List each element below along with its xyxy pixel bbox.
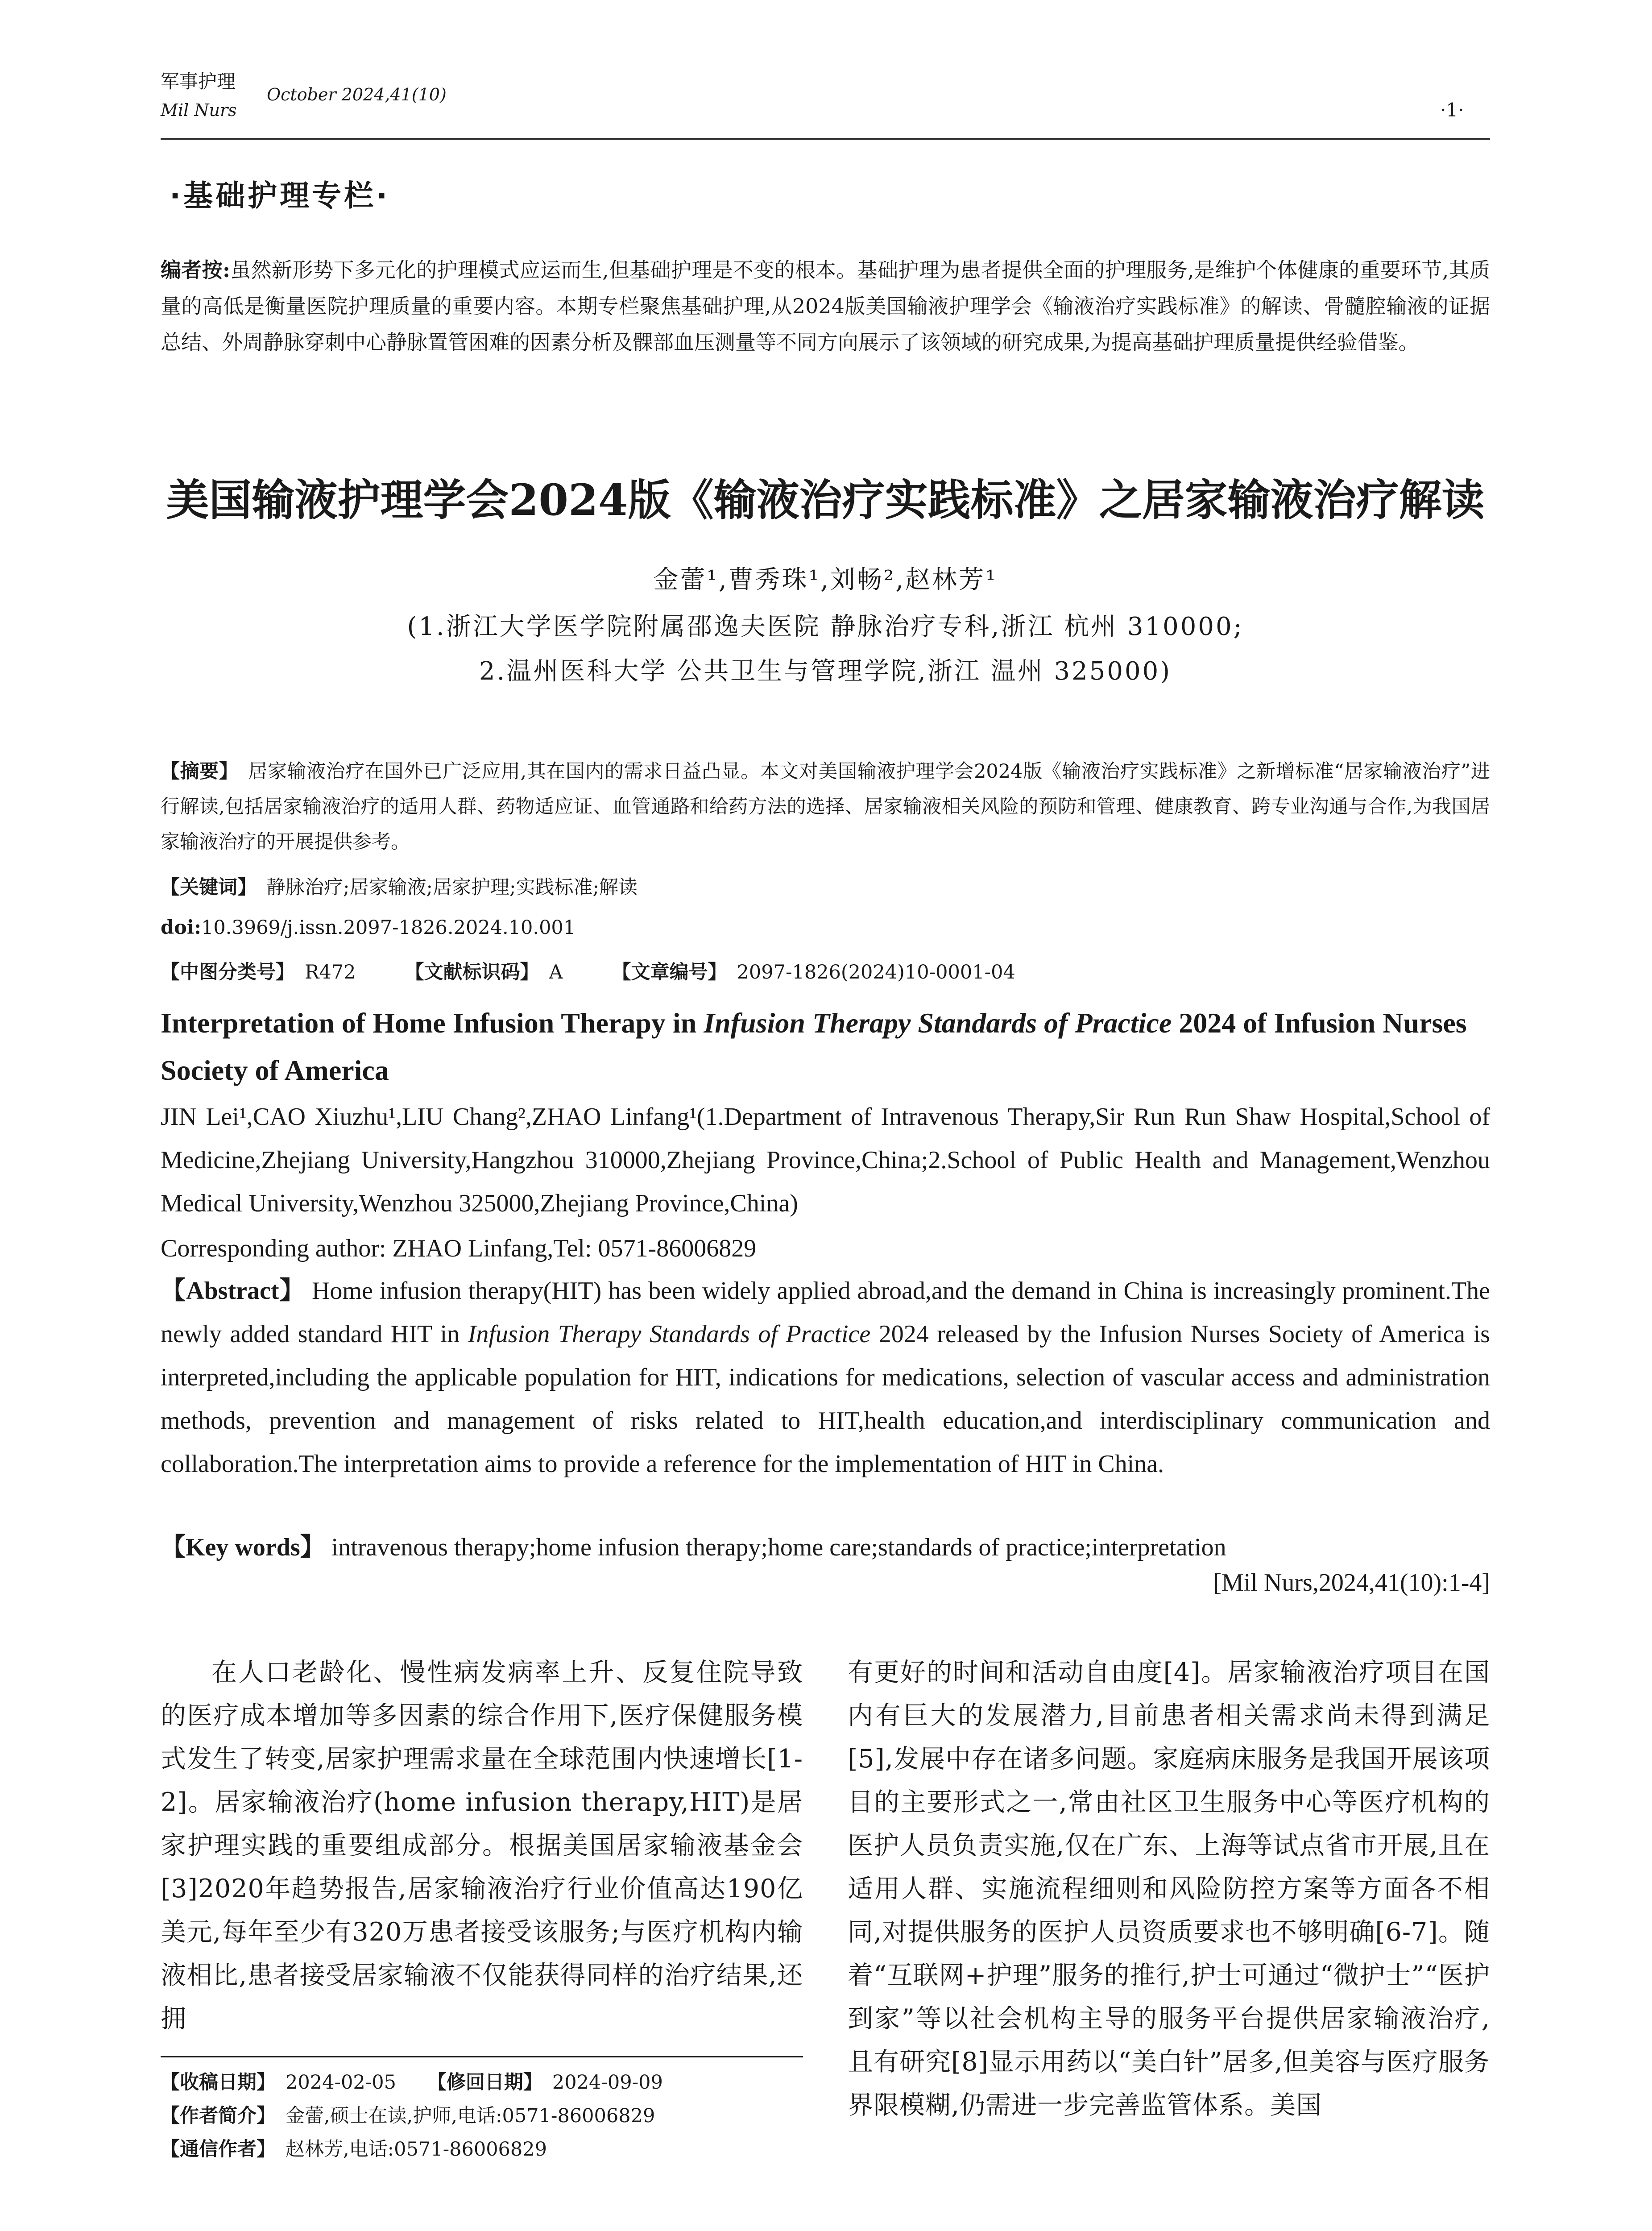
header-rule bbox=[161, 138, 1490, 140]
article-title-en bbox=[161, 999, 1490, 1094]
article-no-label: 【文章编号】 bbox=[612, 961, 727, 983]
keywords-en-label: 【Key words】 bbox=[161, 1534, 325, 1561]
abstract-en-text-1: Home infusion therapy(HIT) has been widely applied abroad,and the demand in China is increasingly prominent.The newly added standard HIT in bbox=[161, 1277, 1491, 1348]
column-title: ·基础护理专栏· bbox=[170, 178, 390, 213]
editor-note-text: 虽然新形势下多元化的护理模式应运而生,但基础护理是不变的根本。基础护理为患者提供全面的护理服务,是维护个体健康的重要环节,其质量的高低是衡量医院护理质量的重要内容。本期专栏聚焦基础护理,从2024版美国输液护理学会《输液治疗实践标准》的解读、骨髓腔输液的证据总结、外周静脉穿刺中心静脉置管困难的因素分析及髁部血压测量等不同方向展示了该领域的研究成果,为提高基础护理质量提供经验借鉴。 bbox=[161, 258, 1490, 354]
title-en-part1: Interpretation of Home Infusion Therapy in bbox=[161, 1007, 704, 1039]
corresponding-author: Corresponding author: ZHAO Linfang,Tel: 0571-86006829 bbox=[161, 1235, 757, 1262]
abstract-en-italic: Infusion Therapy Standards of Practice bbox=[468, 1320, 871, 1348]
affiliation-1: (1.浙江大学医学院附属邵逸夫医院 静脉治疗专科,浙江 杭州 310000; bbox=[407, 612, 1244, 641]
abstract-cn-text: 居家输液治疗在国外已广泛应用,其在国内的需求日益凸显。本文对美国输液护理学会2024版《输液治疗实践标准》之新增标准“居家输液治疗”进行解读,包括居家输液治疗的适用人群、药物适应证、血管通路和给药方法的选择、居家输液相关风险的预防和管理、健康教育、跨专业沟通与合作,为我国居家输液治疗的开展提供参考。 bbox=[161, 760, 1490, 853]
title-en-italic: Infusion Therapy Standards of Practice bbox=[704, 1007, 1172, 1039]
doc-value: A bbox=[549, 961, 563, 983]
article-no-value: 2097-1826(2024)10-0001-04 bbox=[737, 961, 1015, 983]
keywords-cn bbox=[161, 870, 1490, 905]
keywords-cn-text: 静脉治疗;居家输液;居家护理;实践标准;解读 bbox=[266, 876, 638, 899]
footnote-author bbox=[161, 2099, 803, 2133]
journal-name-cn: 军事护理 bbox=[161, 70, 236, 92]
author-info-label: 【作者简介】 bbox=[161, 2105, 276, 2127]
clc-label: 【中图分类号】 bbox=[161, 961, 295, 983]
body-column-right: 有更好的时间和活动自由度[4]。居家输液治疗项目在国内有巨大的发展潜力,目前患者相关需求尚未得到满足[5],发展中存在诸多问题。家庭病床服务是我国开展该项目的主要形式之一,常由社区卫生服务中心等医疗机构的医护人员负责实施,仅在广东、上海等试点省市开展,且在适用人群、实施流程细则和风险防控方案等方面各不相同,对提供服务的医护人员资质要求也不够明确[6-7]。随着“互联网+护理”服务的推行,护士可通过“微护士”“医护到家”等以社会机构主导的服务平台提供居家输液治疗,且有研究[8]显示用药以“美白针”居多,但美容与医疗服务界限模糊,仍需进一步完善监管体系。美国 bbox=[848, 1658, 1490, 2120]
doi-value: 10.3969/j.issn.2097-1826.2024.10.001 bbox=[201, 916, 576, 939]
article-title-cn: 美国输液护理学会2024版《输液治疗实践标准》之居家输液治疗解读 bbox=[166, 475, 1485, 525]
abstract-cn bbox=[161, 754, 1490, 860]
doi-label: doi: bbox=[161, 916, 201, 939]
doi-line bbox=[161, 910, 1490, 945]
keywords-cn-label: 【关键词】 bbox=[161, 876, 257, 899]
author-info: 金蕾,硕士在读,护师,电话:0571-86006829 bbox=[286, 2105, 655, 2127]
abstract-en bbox=[161, 1269, 1490, 1486]
classification-line bbox=[161, 955, 1490, 990]
abstract-cn-label: 【摘要】 bbox=[161, 760, 239, 783]
revised-label: 【修回日期】 bbox=[427, 2071, 542, 2094]
footnote-rule bbox=[161, 2056, 803, 2057]
revised-date: 2024-09-09 bbox=[552, 2071, 663, 2094]
citation: [Mil Nurs,2024,41(10):1-4] bbox=[1213, 1569, 1490, 1597]
journal-name-en: Mil Nurs bbox=[161, 100, 237, 120]
footnote-dates bbox=[161, 2066, 803, 2099]
editor-note-label: 编者按: bbox=[161, 258, 230, 282]
issue-info: October 2024,41(10) bbox=[267, 85, 447, 104]
abstract-en-text-2: 2024 released by the Infusion Nurses Society of America is interpreted,including the applicable population for HIT, indications for medications, selection of vascular access and administration methods, prevention and management of risks related to HIT,health education,and interdisciplinary communication and collaboration.The interpretation aims to provide a reference for the implementation of HIT in China. bbox=[161, 1320, 1491, 1478]
abstract-en-label: 【Abstract】 bbox=[161, 1277, 305, 1305]
authors-cn: 金蕾¹,曹秀珠¹,刘畅²,赵林芳¹ bbox=[653, 565, 998, 594]
affiliation-2: 2.温州医科大学 公共卫生与管理学院,浙江 温州 325000) bbox=[479, 657, 1172, 686]
clc-value: R472 bbox=[305, 961, 356, 983]
authors-en: JIN Lei¹,CAO Xiuzhu¹,LIU Chang²,ZHAO Linfang¹(1.Department of Intravenous Therapy,Sir Run Run Shaw Hospital,School of Medicine,Zhejiang University,Hangzhou 310000,Zhejiang Province,China;2.School of Public Health and Management,Wenzhou Medical University,Wenzhou 325000,Zhejiang Province,China) bbox=[161, 1103, 1490, 1217]
footnote-corresponding bbox=[161, 2133, 803, 2166]
keywords-en bbox=[161, 1526, 1490, 1569]
received-label: 【收稿日期】 bbox=[161, 2071, 276, 2094]
keywords-en-text: intravenous therapy;home infusion therapy;home care;standards of practice;interpretation bbox=[331, 1534, 1226, 1561]
received-date: 2024-02-05 bbox=[286, 2071, 396, 2094]
doc-label: 【文献标识码】 bbox=[405, 961, 539, 983]
page-number: ·1· bbox=[1440, 99, 1464, 121]
body-column-left: 在人口老龄化、慢性病发病率上升、反复住院导致的医疗成本增加等多因素的综合作用下,医疗保健服务模式发生了转变,居家护理需求量在全球范围内快速增长[1-2]。居家输液治疗(home infusion therapy,HIT)是居家护理实践的重要组成部分。根据美国居家输液基金会[3]2020年趋势报告,居家输液治疗行业价值高达190亿美元,每年至少有320万患者接受该服务;与医疗机构内输液相比,患者接受居家输液不仅能获得同样的治疗结果,还拥 bbox=[161, 1658, 803, 2033]
corr-author-label: 【通信作者】 bbox=[161, 2138, 276, 2161]
corr-author-info: 赵林芳,电话:0571-86006829 bbox=[286, 2138, 547, 2161]
editor-note bbox=[161, 252, 1490, 361]
title-en-part2: 2024 of Infusion Nurses Society of America bbox=[161, 1007, 1467, 1086]
